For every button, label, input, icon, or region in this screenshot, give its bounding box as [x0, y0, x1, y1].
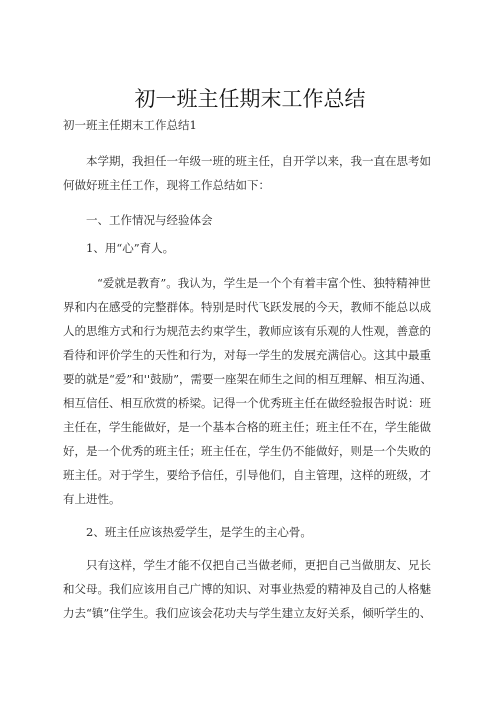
item-2-line-1: 只有这样，学生才能不仅把自己当做老师，更把自己当做朋友、兄长	[86, 558, 431, 572]
item-1-line-2: 界和内在感受的完整群体。特别是时代飞跃发展的今天，教师不能总以成	[63, 300, 431, 314]
intro-line-1: 本学期，我担任一年级一班的班主任，自开学以来，我一直在思考如	[86, 154, 431, 168]
intro-line-2: 何做好班主任工作，现将工作总结如下：	[63, 178, 270, 192]
item-1-line-1: “爱就是教育”。我认为，学生是一个个有着丰富个性、独特精神世	[97, 276, 431, 290]
item-1-line-6: 相互信任、相互欣赏的桥梁。记得一个优秀班主任在做经验报告时说：班	[63, 396, 431, 410]
item-1-line-10: 有上进性。	[63, 492, 121, 506]
item-1-line-4: 看待和评价学生的天性和行为，对每一学生的发展充满信心。这其中最重	[63, 348, 431, 362]
document-title: 初一班主任期末工作总结	[134, 87, 366, 111]
item-2-line-2: 和父母。我们应该用自己广博的知识、对事业热爱的精神及自己的人格魅	[63, 582, 431, 596]
item-1-line-8: 好，是一个优秀的班主任；班主任在，学生仍不能做好，则是一个失败的	[63, 444, 431, 458]
item-1-line-9: 班主任。对于学生，要给予信任，引导他们，自主管理，这样的班级，才	[63, 468, 431, 482]
item-2-heading: 2、班主任应该热爱学生，是学生的主心骨。	[86, 525, 312, 539]
item-1-line-3: 人的思维方式和行为规范去约束学生，教师应该有乐观的人性观，善意的	[63, 324, 431, 338]
section-heading: 一、工作情况与经验体会	[86, 213, 213, 227]
document-subtitle: 初一班主任期末工作总结1	[63, 118, 197, 132]
item-1-line-7: 主任在，学生能做好，是一个基本合格的班主任；班主任不在，学生能做	[63, 420, 431, 434]
item-1-line-5: 要的就是“爱”和''鼓励”，需要一座架在师生之间的相互理解、相互沟通、	[63, 372, 432, 386]
item-1-heading: 1、用“心”育人。	[86, 241, 175, 255]
item-2-line-3: 力去“镇”住学生。我们应该会花功夫与学生建立友好关系，倾听学生的、	[63, 606, 432, 620]
